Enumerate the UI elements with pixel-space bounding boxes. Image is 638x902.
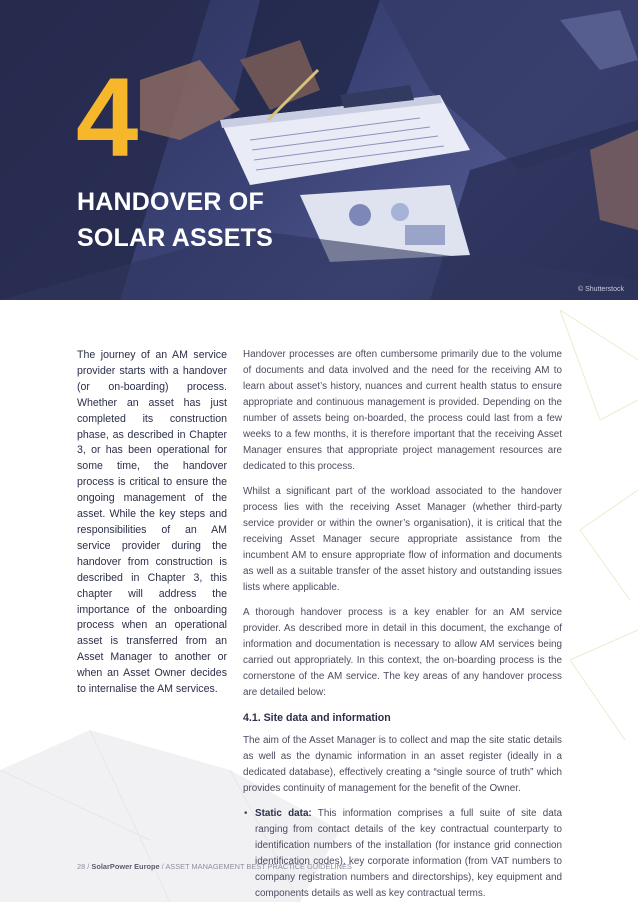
footer-separator: / — [85, 862, 92, 871]
footer-document-title: ASSET MANAGEMENT BEST PRACTICE GUIDELINES — [165, 862, 352, 871]
chapter-title-line-1: HANDOVER OF — [77, 188, 264, 216]
list-item — [255, 806, 562, 902]
footer-separator: / — [159, 862, 166, 871]
chapter-number: 4 — [76, 55, 139, 180]
intro-paragraph: The journey of an AM service provider starts with a handover (or on-boarding) process. Whether an asset has just completed its construction phase, as described in Chapter 3, or has been operational for some time, the handover process is critical to ensure the ongoing management of the asset. While the key steps and responsibilities of an AM service provider during the handover from construction is described in Chapter 3, this chapter will address the importance of the onboarding process when an operational asset is transferred from an Asset Manager to another or when an Asset Owner decides to internalise the AM services. — [77, 349, 227, 696]
bullet-label: Static data: — [255, 808, 312, 819]
bullet-list — [243, 806, 562, 902]
bullet-text: This information comprises a full suite of site data ranging from contact details of the key contractual counterparty to identification numbers of the installation (for instance grid connection identification codes), key corporate information (from VAT numbers to company registration numbers and directorships), key equipment and components details as well as key contractual terms. — [255, 808, 563, 899]
photo-credit: © Shutterstock — [577, 286, 624, 293]
body-paragraph-3: A thorough handover process is a key enabler for an AM service provider. As described more in detail in this document, the exchange of information and documentation is necessary to allow AM services being carried out appropriately. In this context, the on-boarding process is the cornerstone of the AM service. The key areas of any handover process are detailed below: — [243, 607, 562, 698]
page-number: 28 — [77, 862, 86, 871]
page-footer — [77, 862, 352, 871]
hero-banner — [0, 0, 638, 300]
footer-brand: SolarPower Europe — [91, 862, 160, 871]
body-paragraph-1: Handover processes are often cumbersome primarily due to the volume of documents and data involved and the need for the receiving AM to learn about asset’s history, nuances and current health status to ensure appropriate and continuous management is provided. Depending on the number of assets being on-boarded, the process could last from a few weeks to a few months, it is therefore important that the receiving Asset Manager ensures that appropriate project management resources are dedicated to this process. — [243, 349, 562, 472]
body-paragraph-4: The aim of the Asset Manager is to collect and map the site static details as well as the dynamic information in an asset register (ideally in a dedicated database), effectively creating a “single source of truth” which provides continuity of management for the benefit of the Owner. — [243, 735, 562, 794]
body-text — [243, 347, 562, 902]
chapter-title-line-2: SOLAR ASSETS — [77, 224, 273, 252]
body-paragraph-2: Whilst a significant part of the workload associated to the handover process lies with the receiving Asset Manager (whether third-party service provider or within the owner’s organisation), it is critical that the receiving Asset Manager secure appropriate assistance from the incumbent AM to ensure appropriate flow of information and documents as well as a suitable transfer of the asset history and outstanding issues lists where applicable. — [243, 486, 562, 593]
chapter-title — [77, 184, 273, 256]
section-heading: 4.1. Site data and information — [243, 712, 391, 724]
